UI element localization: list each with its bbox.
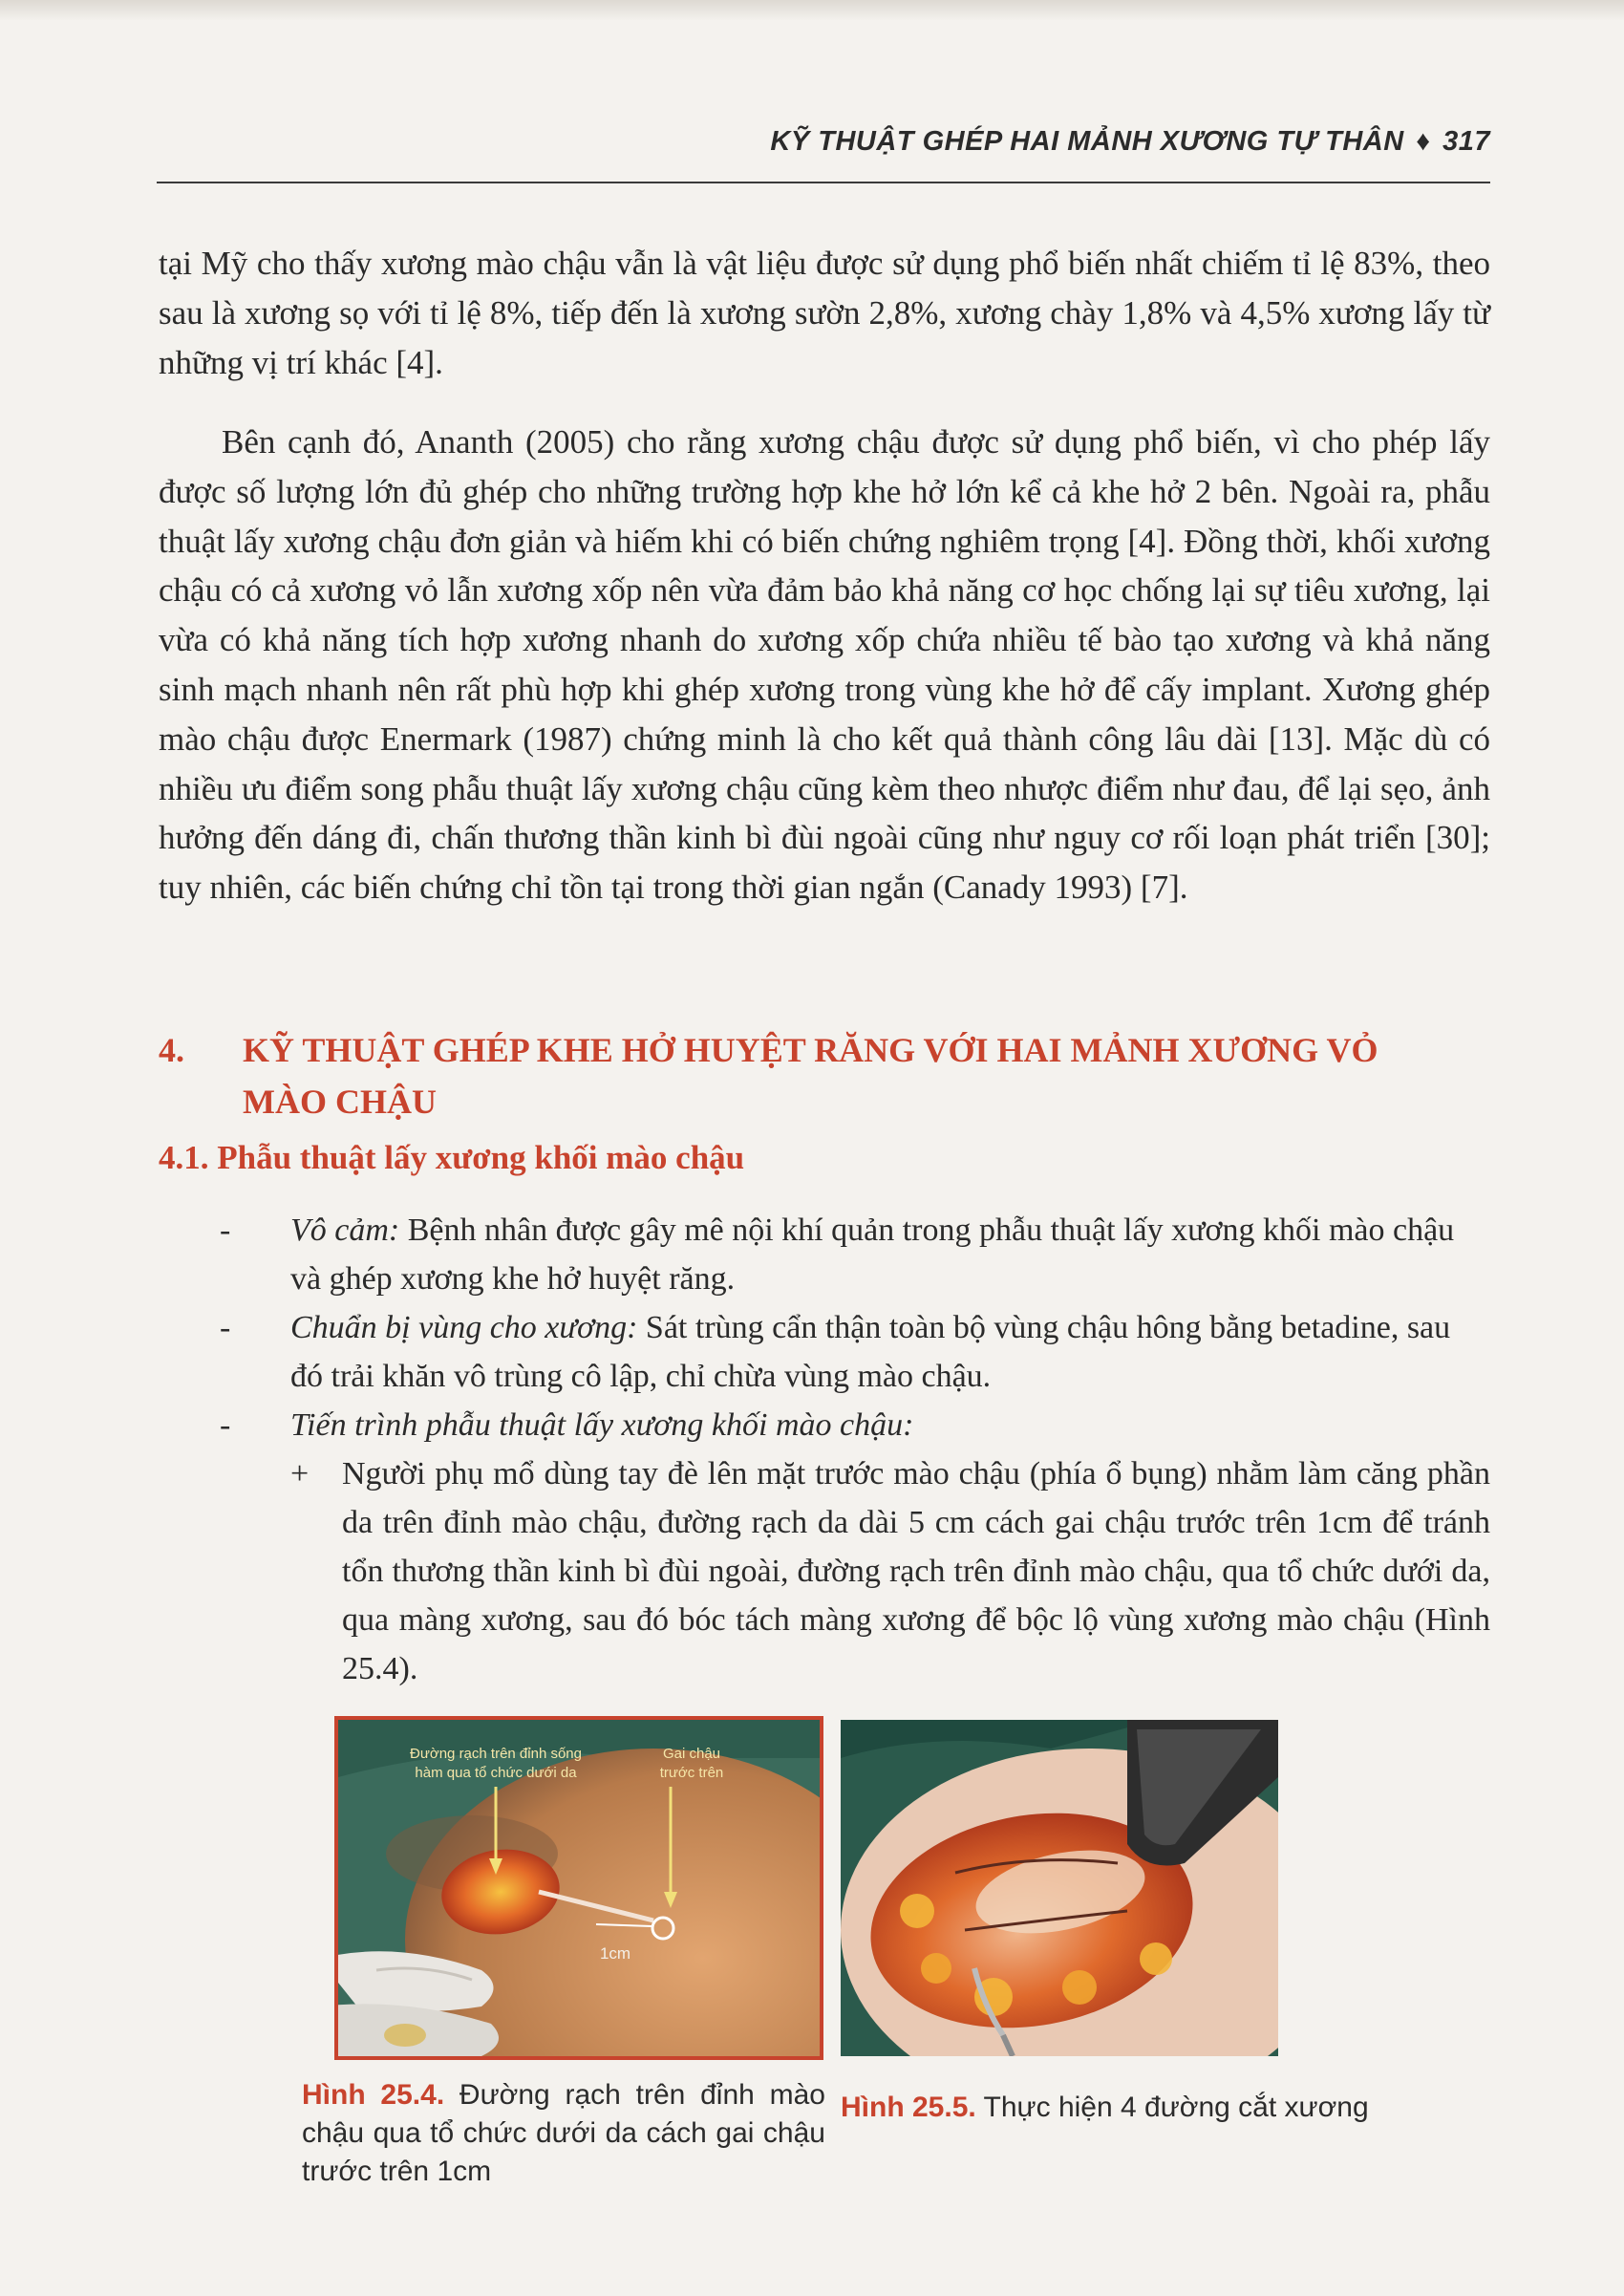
procedure-list — [159, 1206, 1490, 1693]
figure-25-5-image — [841, 1720, 1278, 2056]
surgical-photo-incision — [338, 1720, 820, 2056]
list-item-label: Tiến trình phẫu thuật lấy xương khối mào chậu: — [290, 1407, 914, 1443]
section-4-1-heading: 4.1. Phẫu thuật lấy xương khối mào chậu — [159, 1139, 745, 1176]
paragraph-1-text: tại Mỹ cho thấy xương mào chậu vẫn là vật liệu được sử dụng phổ biến nhất chiếm tỉ lệ 83%, theo sau là xương sọ với tỉ lệ 8%, tiếp đến là xương sườn 2,8%, xương chày 1,8% và 4,5% xương lấy từ những vị trí khác [4]. — [159, 245, 1490, 381]
caption-label: Hình 25.5. — [841, 2092, 976, 2123]
section-4-heading — [159, 1024, 1490, 1127]
caption-text: Đường rạch trên đỉnh mào chậu qua tổ chức dưới da cách gai chậu trước trên 1cm — [302, 2079, 825, 2187]
surgical-photo-osteotomy — [841, 1720, 1278, 2056]
figure-25-5-caption — [841, 2089, 1376, 2127]
sub-item-text: Người phụ mổ dùng tay đè lên mặt trước mào chậu (phía ổ bụng) nhằm làm căng phần da trên đỉnh mào chậu, đường rạch da dài 5 cm cách gai chậu trước trên 1cm để tránh tổn thương thần kinh bì đùi ngoài, đường rạch trên đỉnh mào chậu, qua tổ chức dưới da, qua màng xương, sau đó bóc tách màng xương để bộc lộ vùng xương mào chậu (Hình 25.4). — [342, 1456, 1490, 1686]
spine-label-line1: Gai chậu — [662, 1746, 721, 1762]
paragraph-1 — [159, 239, 1490, 387]
section-4-number: 4. — [159, 1031, 184, 1069]
section-4-title-line2: MÀO CHẬU — [243, 1083, 437, 1121]
list-item-text: Bệnh nhân được gây mê nội khí quản trong phẫu thuật lấy xương khối mào chậu và ghép xương khe hở huyệt răng. — [290, 1212, 1455, 1297]
header-title: KỸ THUẬT GHÉP HAI MẢNH XƯƠNG TỰ THÂN — [770, 126, 1404, 157]
list-item-procedure — [159, 1401, 1490, 1449]
figure-25-4-image — [334, 1716, 823, 2060]
caption-label: Hình 25.4. — [302, 2079, 445, 2111]
spine-label-line2: trước trên — [659, 1765, 724, 1781]
list-bullet: - — [220, 1310, 231, 1345]
list-item-text: Sát trùng cẩn thận toàn bộ vùng chậu hông bằng betadine, sau đó trải khăn vô trùng cô lập, chỉ chừa vùng mào chậu. — [290, 1310, 1451, 1394]
figure-25-4-caption — [302, 2076, 825, 2191]
incision-label-line1: Đường rạch trên đỉnh sống — [410, 1746, 582, 1762]
list-bullet: - — [220, 1212, 231, 1248]
list-bullet: - — [220, 1407, 231, 1443]
section-4-title-line1: KỸ THUẬT GHÉP KHE HỞ HUYỆT RĂNG VỚI HAI MẢNH XƯƠNG VỎ — [243, 1031, 1378, 1069]
sub-item-incision — [159, 1449, 1490, 1693]
header-rule — [157, 182, 1490, 183]
page-number: 317 — [1442, 126, 1490, 157]
distance-label: 1cm — [599, 1944, 631, 1963]
list-item-label: Chuẩn bị vùng cho xương: — [290, 1310, 638, 1345]
page-edge — [0, 0, 1624, 21]
sub-bullet: + — [290, 1456, 310, 1491]
header-separator: ♦ — [1416, 126, 1431, 157]
list-item-anesthesia — [159, 1206, 1490, 1303]
paragraph-2-text: Bên cạnh đó, Ananth (2005) cho rằng xương chậu được sử dụng phổ biến, vì cho phép lấy được số lượng lớn đủ ghép cho những trường hợp khe hở lớn kể cả khe hở 2 bên. Ngoài ra, phẫu thuật lấy xương chậu đơn giản và hiếm khi có biến chứng nghiêm trọng [4]. Đồng thời, khối xương chậu có cả xương vỏ lẫn xương xốp nên vừa đảm bảo khả năng cơ học chống lại sự tiêu xương, lại vừa có khả năng tích hợp xương nhanh do xương xốp chứa nhiều tế bào tạo xương và khả năng sinh mạch nhanh nên rất phù hợp khi ghép xương trong vùng khe hở để cấy implant. Xương ghép mào chậu được Enermark (1987) chứng minh là cho kết quả thành công lâu dài [13]. Mặc dù có nhiều ưu điểm song phẫu thuật lấy xương chậu cũng kèm theo nhược điểm như đau, để lại sẹo, ảnh hưởng đến dáng đi, chấn thương thần kinh bì đùi ngoài cũng như nguy cơ rối loạn phát triển [30]; tuy nhiên, các biến chứng chỉ tồn tại trong thời gian ngắn (Canady 1993) [7]. — [159, 423, 1490, 907]
incision-label-line2: hàm qua tổ chức dưới da — [415, 1765, 577, 1781]
list-item-label: Vô cảm: — [290, 1212, 400, 1248]
list-item-preparation — [159, 1303, 1490, 1401]
paragraph-2 — [159, 418, 1490, 912]
running-header — [160, 126, 1490, 158]
caption-text: Thực hiện 4 đường cắt xương — [975, 2092, 1369, 2123]
